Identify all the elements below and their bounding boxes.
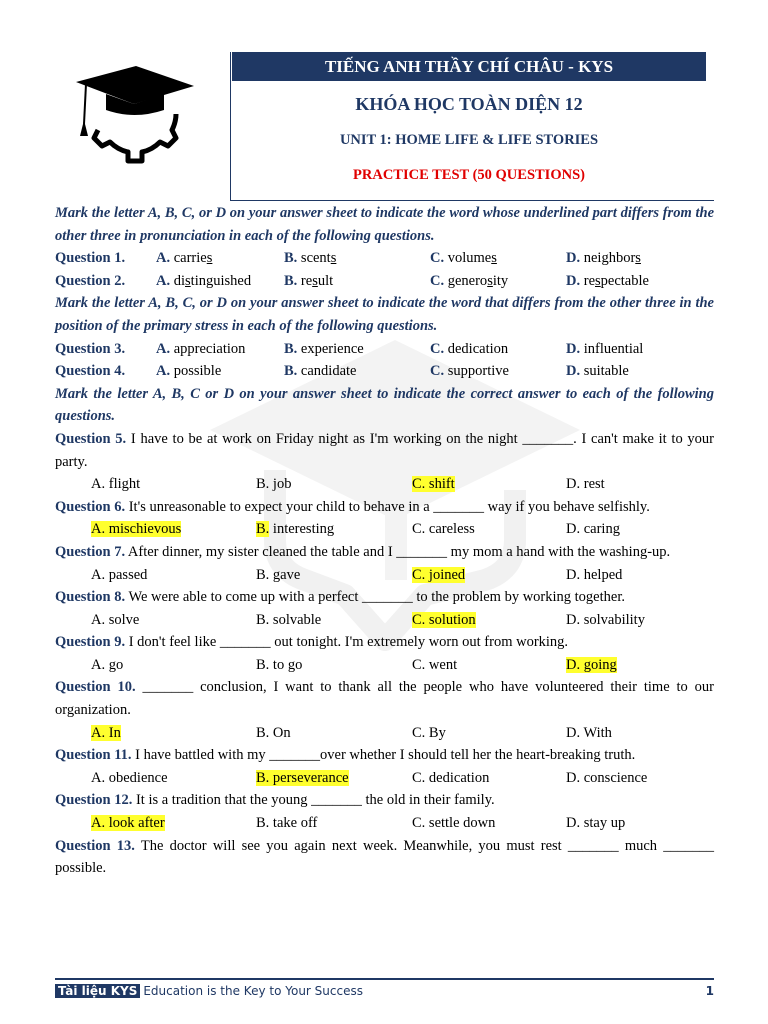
option: C. dedication	[430, 340, 509, 357]
question-text: Question 8. We were able to come up with a perfect _______ to the problem by working together.	[55, 589, 625, 606]
option-letter: B.	[256, 815, 270, 832]
option-letter: A.	[91, 476, 106, 493]
option: D. caring	[566, 521, 620, 538]
option: B. scents	[284, 250, 337, 267]
option: C. generosity	[430, 272, 509, 289]
answer-highlight: A. look after	[91, 815, 165, 832]
answer-highlight: B. perseverance	[256, 769, 349, 786]
option-letter: C.	[412, 566, 426, 583]
options-row	[55, 654, 714, 677]
option-letter: C.	[412, 521, 426, 538]
options-row	[55, 609, 714, 632]
option: B. candidate	[284, 363, 357, 380]
option-letter: C.	[412, 724, 426, 741]
question-label: Question 5.	[55, 430, 127, 447]
option: D. solvability	[566, 611, 645, 628]
instruction: Mark the letter A, B, C, or D on your answer sheet to indicate the word whose underlined part differs from the other three in pronunciation in each of the following questions.	[55, 205, 714, 244]
option: A. passed	[91, 566, 148, 583]
option: B. to go	[256, 656, 303, 673]
option-letter: C.	[430, 272, 445, 289]
underlined-part: s	[312, 272, 318, 289]
option-letter: B.	[256, 611, 270, 628]
option	[412, 473, 455, 496]
option	[566, 654, 617, 677]
option-letter: C.	[430, 340, 445, 357]
header-divider-vertical	[230, 52, 231, 200]
option: D. neighbors	[566, 250, 641, 267]
option-letter: B.	[256, 476, 270, 493]
question-label: Question 2.	[55, 272, 126, 289]
option-letter: B.	[284, 250, 298, 267]
footer	[55, 982, 714, 1000]
question-text: Question 13. The doctor will see you again next week. Meanwhile, you must rest _______ much _______ possible.	[55, 837, 715, 877]
option: C. settle down	[412, 815, 496, 832]
answer-highlight: D. going	[566, 656, 617, 673]
question-label: Question 1.	[55, 250, 126, 267]
option-letter: B.	[256, 566, 270, 583]
option: A. carries	[156, 250, 213, 267]
option-letter: A.	[156, 250, 171, 267]
question-label: Question 4.	[55, 363, 126, 380]
answer-highlight: C. solution	[412, 611, 476, 628]
option-letter: B.	[284, 272, 298, 289]
option: A. appreciation	[156, 340, 246, 357]
option-letter: A.	[91, 521, 106, 538]
options-row	[55, 518, 714, 541]
option: C. dedication	[412, 769, 490, 786]
option: B. take off	[256, 815, 318, 832]
option-letter: D.	[566, 815, 581, 832]
footer-brand: Tài liệu KYS	[55, 984, 140, 998]
option-letter: D.	[566, 521, 581, 538]
option: C. careless	[412, 521, 475, 538]
option-letter: A.	[156, 340, 171, 357]
option-letter: C.	[412, 611, 426, 628]
option	[412, 609, 476, 632]
underlined-part: s	[595, 272, 601, 289]
option-letter: D.	[566, 272, 581, 289]
question-label: Question 6.	[55, 498, 126, 515]
question-label: Question 3.	[55, 340, 126, 357]
option-letter: D.	[566, 476, 581, 493]
option-letter: B.	[256, 521, 270, 538]
question-text: Question 11. I have battled with my _______over whether I should tell her the heart-breaking truth.	[55, 747, 636, 764]
question-text: Question 10. _______ conclusion, I want to thank all the people who have volunteered their time to our organization.	[55, 679, 714, 719]
question-text: Question 9. I don't feel like _______ out tonight. I'm extremely worn out from working.	[55, 634, 569, 651]
option: A. distinguished	[156, 272, 252, 289]
instruction: Mark the letter A, B, C, or D on your answer sheet to indicate the word that differs from the other three in the position of the primary stress in each of the following questions.	[55, 295, 714, 334]
option: A. go	[91, 656, 124, 673]
option: B. experience	[284, 340, 364, 357]
question-text: Question 12. It is a tradition that the young _______ the old in their family.	[55, 792, 495, 809]
option: B. interesting	[256, 521, 335, 538]
option: C. supportive	[430, 363, 509, 380]
options-row	[55, 767, 714, 790]
underlined-part: s	[491, 250, 497, 267]
question-label: Question 8.	[55, 589, 126, 606]
question-label: Question 11.	[55, 747, 132, 764]
option-letter: C.	[412, 769, 426, 786]
question-label: Question 13.	[55, 837, 135, 854]
course-title: KHÓA HỌC TOÀN DIỆN 12	[355, 94, 583, 114]
instruction: Mark the letter A, B, C or D on your answer sheet to indicate the correct answer to each of the following questions.	[55, 385, 714, 425]
option-letter: C.	[412, 476, 426, 493]
options-row	[55, 564, 714, 587]
option	[91, 722, 121, 745]
footer-divider	[55, 978, 714, 980]
options-row	[55, 722, 714, 745]
option: D. influential	[566, 340, 644, 357]
question-row	[55, 247, 714, 270]
option: A. solve	[91, 611, 140, 628]
options-row	[55, 812, 714, 835]
option: D. respectable	[566, 272, 649, 289]
option: B. On	[256, 724, 291, 741]
option-letter: A.	[91, 656, 106, 673]
option-letter: D.	[566, 656, 581, 673]
question-row	[55, 270, 714, 293]
option: D. rest	[566, 476, 605, 493]
question-list	[55, 202, 714, 880]
option: B. gave	[256, 566, 301, 583]
underlined-part: s	[330, 250, 337, 267]
header-divider-horizontal	[230, 200, 714, 201]
option: D. suitable	[566, 363, 629, 380]
option-letter: A.	[91, 815, 106, 832]
question-label: Question 12.	[55, 792, 133, 809]
option: C. volumes	[430, 250, 497, 267]
option	[91, 518, 181, 541]
option-letter: D.	[566, 363, 581, 380]
option: C. went	[412, 656, 458, 673]
question-label: Question 9.	[55, 634, 126, 651]
underlined-part: s	[487, 272, 493, 289]
option-letter: D.	[566, 769, 581, 786]
option: A. possible	[156, 363, 222, 380]
footer-slogan: Education is the Key to Your Success	[143, 984, 363, 998]
option-letter: A.	[156, 363, 171, 380]
option-letter: B.	[284, 363, 298, 380]
option-letter: A.	[91, 566, 106, 583]
option-letter: B.	[256, 724, 270, 741]
option-letter: A.	[91, 769, 106, 786]
option-letter: C.	[430, 250, 445, 267]
question-row	[55, 338, 714, 361]
test-title: PRACTICE TEST (50 QUESTIONS)	[353, 167, 585, 183]
option-letter: A.	[91, 724, 106, 741]
option: D. conscience	[566, 769, 648, 786]
option-letter: D.	[566, 340, 581, 357]
option: A. obedience	[91, 769, 168, 786]
option: C. By	[412, 724, 446, 741]
graduation-cap-gear-icon	[72, 64, 197, 169]
option	[256, 767, 349, 790]
question-text: Question 7. After dinner, my sister cleaned the table and I _______ my mom a hand with the washing-up.	[55, 543, 671, 560]
option: B. solvable	[256, 611, 322, 628]
option-letter: C.	[430, 363, 445, 380]
question-row	[55, 360, 714, 383]
option-letter: D.	[566, 724, 581, 741]
option: A. flight	[91, 476, 141, 493]
option	[412, 564, 465, 587]
option-letter: A.	[91, 611, 106, 628]
unit-title: UNIT 1: HOME LIFE & LIFE STORIES	[339, 132, 599, 148]
option-letter: D.	[566, 566, 581, 583]
option	[91, 812, 165, 835]
option-letter: B.	[284, 340, 298, 357]
underlined-part: s	[206, 250, 213, 267]
option-letter: D.	[566, 250, 581, 267]
option-letter: B.	[256, 656, 270, 673]
options-row	[55, 473, 714, 496]
option-letter: D.	[566, 611, 581, 628]
underlined-part: s	[185, 272, 191, 289]
option: B. job	[256, 476, 292, 493]
page-number: 1	[705, 984, 714, 998]
underlined-part: s	[635, 250, 641, 267]
question-label: Question 10.	[55, 679, 136, 696]
question-label: Question 7.	[55, 543, 126, 560]
option: D. stay up	[566, 815, 626, 832]
option: B. result	[284, 272, 334, 289]
question-text: Question 5. I have to be at work on Friday night as I'm working on the night _______. I can't make it to your party.	[55, 430, 714, 470]
answer-highlight: A. mischievous	[91, 521, 182, 538]
option-letter: A.	[156, 272, 171, 289]
answer-highlight: A. In	[91, 724, 121, 741]
option-letter: B.	[256, 769, 270, 786]
option-letter: C.	[412, 815, 426, 832]
answer-highlight: C. joined	[412, 566, 466, 583]
option-letter: C.	[412, 656, 426, 673]
option: D. With	[566, 724, 612, 741]
answer-highlight: C. shift	[412, 476, 455, 493]
question-text: Question 6. It's unreasonable to expect your child to behave in a _______ way if you behave selfishly.	[55, 498, 650, 515]
header-title: TIẾNG ANH THẦY CHÍ CHÂU - KYS	[232, 52, 706, 81]
option: D. helped	[566, 566, 623, 583]
